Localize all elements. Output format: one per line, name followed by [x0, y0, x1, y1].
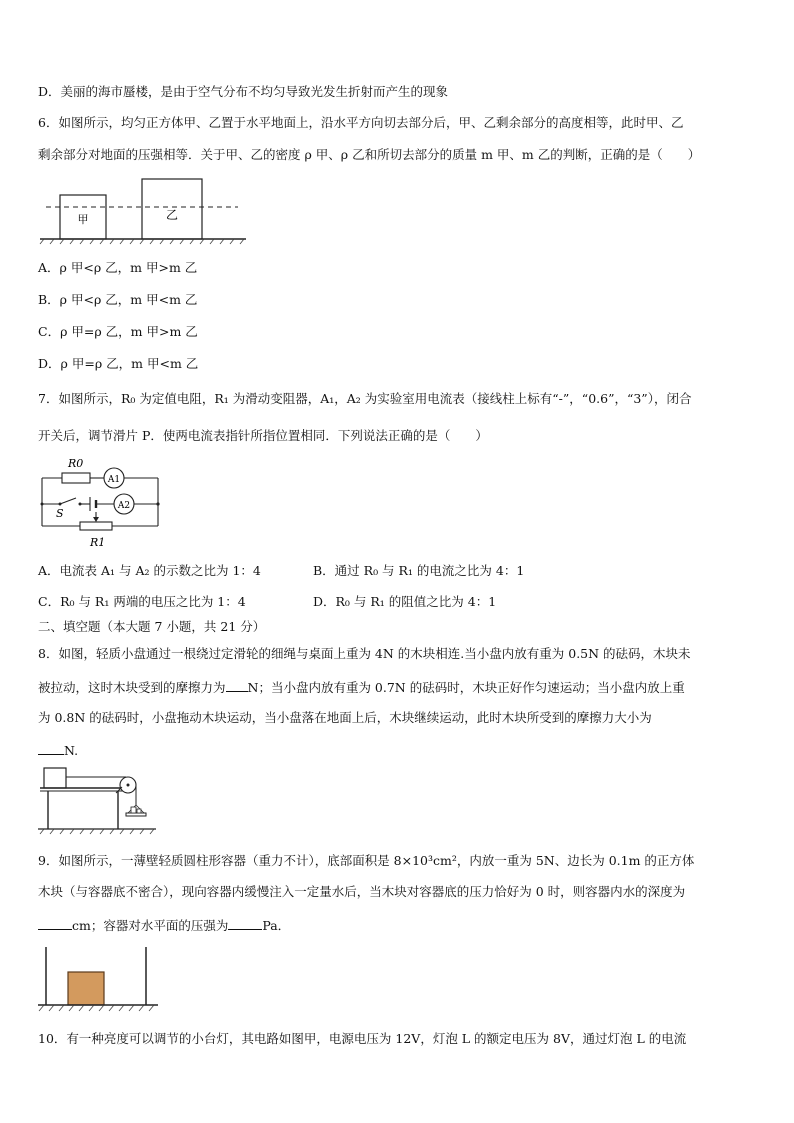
- q6-option-d: D．ρ 甲=ρ 乙，m 甲<m 乙: [38, 356, 199, 371]
- q9-figure: [38, 945, 160, 1015]
- q7-option-a: A．电流表 A₁ 与 A₂ 的示数之比为 1：4: [38, 563, 261, 578]
- section-heading: 二、填空题（本大题 7 小题，共 21 分）: [38, 619, 266, 634]
- q8-line2-part2: N；当小盘内放有重为 0.7N 的砝码时，木块正好作匀速运动；当小盘内放上重: [247, 680, 685, 695]
- label-r1: R1: [90, 536, 106, 549]
- q8-stem-line2: [38, 678, 685, 696]
- q6-figure: [38, 175, 250, 245]
- q8-stem-line1: 8．如图，轻质小盘通过一根绕过定滑轮的细绳与桌面上重为 4N 的木块相连.当小盘内放有重为 0.5N 的砝码，木块未: [38, 646, 691, 661]
- rheostat-r1: [80, 522, 112, 530]
- q9-stem-line3: [38, 916, 290, 934]
- q9-answer-blank-2[interactable]: [228, 916, 262, 930]
- q7-option-d: D．R₀ 与 R₁ 的阻值之比为 4：1: [313, 594, 497, 609]
- label-yi: 乙: [165, 208, 179, 222]
- q10-stem-line1: 10．有一种亮度可以调节的小台灯，其电路如图甲，电源电压为 12V，灯泡 L 的额定电压为 8V，通过灯泡 L 的电流: [38, 1031, 687, 1046]
- q6-option-c: C．ρ 甲=ρ 乙，m 甲>m 乙: [38, 324, 198, 339]
- q7-stem-line2: 开关后，调节滑片 P．使两电流表指针所指位置相同．下列说法正确的是（ ）: [38, 428, 488, 443]
- small-pan: [126, 813, 146, 816]
- q6-stem-line2: 剩余部分对地面的压强相等．关于甲、乙的密度 ρ 甲、ρ 乙和所切去部分的质量 m 甲、m 乙的判断，正确的是（ ）: [38, 147, 701, 162]
- label-a2: A2: [117, 501, 131, 511]
- q7-option-c: C．R₀ 与 R₁ 两端的电压之比为 1：4: [38, 594, 246, 609]
- q9-answer-blank-1[interactable]: [38, 916, 72, 930]
- label-jia: 甲: [77, 213, 89, 226]
- q8-answer-blank-1[interactable]: [226, 678, 248, 692]
- q8-figure: [38, 763, 158, 835]
- q7-stem-line1: 7．如图所示，R₀ 为定值电阻，R₁ 为滑动变阻器，A₁，A₂ 为实验室用电流表（接线柱上标有“-”，“0.6”，“3”），闭合: [38, 391, 692, 406]
- weight-1: [131, 807, 136, 813]
- q6-stem-line1: 6．如图所示，均匀正方体甲、乙置于水平地面上，沿水平方向切去部分后，甲、乙剩余部分的高度相等，此时甲、乙: [38, 115, 684, 130]
- q9-line3-part1: cm；容器对水平面的压强为: [72, 918, 229, 933]
- label-s: S: [56, 507, 64, 520]
- ground-hatch: [40, 239, 244, 244]
- q9-line3-unit: Pa．: [262, 918, 291, 933]
- q7-option-b: B．通过 R₀ 与 R₁ 的电流之比为 4：1: [313, 563, 525, 578]
- weight-2: [137, 809, 141, 813]
- label-a1: A1: [107, 475, 121, 485]
- q6-option-b: B．ρ 甲<ρ 乙，m 甲<m 乙: [38, 292, 198, 307]
- label-r0: R0: [68, 457, 84, 470]
- q8-stem-line3: 为 0.8N 的砝码时，小盘拖动木块运动，当小盘落在地面上后，木块继续运动，此时木块所受到的摩擦力大小为: [38, 710, 652, 725]
- q6-option-a: A．ρ 甲<ρ 乙，m 甲>m 乙: [38, 260, 198, 275]
- q8-stem-line4: [38, 741, 78, 759]
- q9-stem-line1: 9．如图所示，一薄壁轻质圆柱形容器（重力不计），底部面积是 8×10³cm²，内放一重为 5N、边长为 0.1m 的正方体: [38, 853, 695, 868]
- q8-line4-unit: N.: [64, 743, 79, 758]
- q8-answer-blank-2[interactable]: [38, 741, 64, 755]
- q8-line2-part1: 被拉动，这时木块受到的摩擦力为: [38, 680, 226, 695]
- wooden-block: [44, 768, 66, 788]
- q9-stem-line2: 木块（与容器底不密合），现向容器内缓慢注入一定量水后，当木块对容器底的压力恰好为 0 时，则容器内水的深度为: [38, 884, 686, 899]
- resistor-r0: [62, 473, 90, 483]
- wooden-cube: [68, 972, 104, 1005]
- q7-circuit-figure: [38, 454, 164, 550]
- q5-option-d: D．美丽的海市蜃楼，是由于空气分布不均匀导致光发生折射而产生的现象: [38, 84, 449, 99]
